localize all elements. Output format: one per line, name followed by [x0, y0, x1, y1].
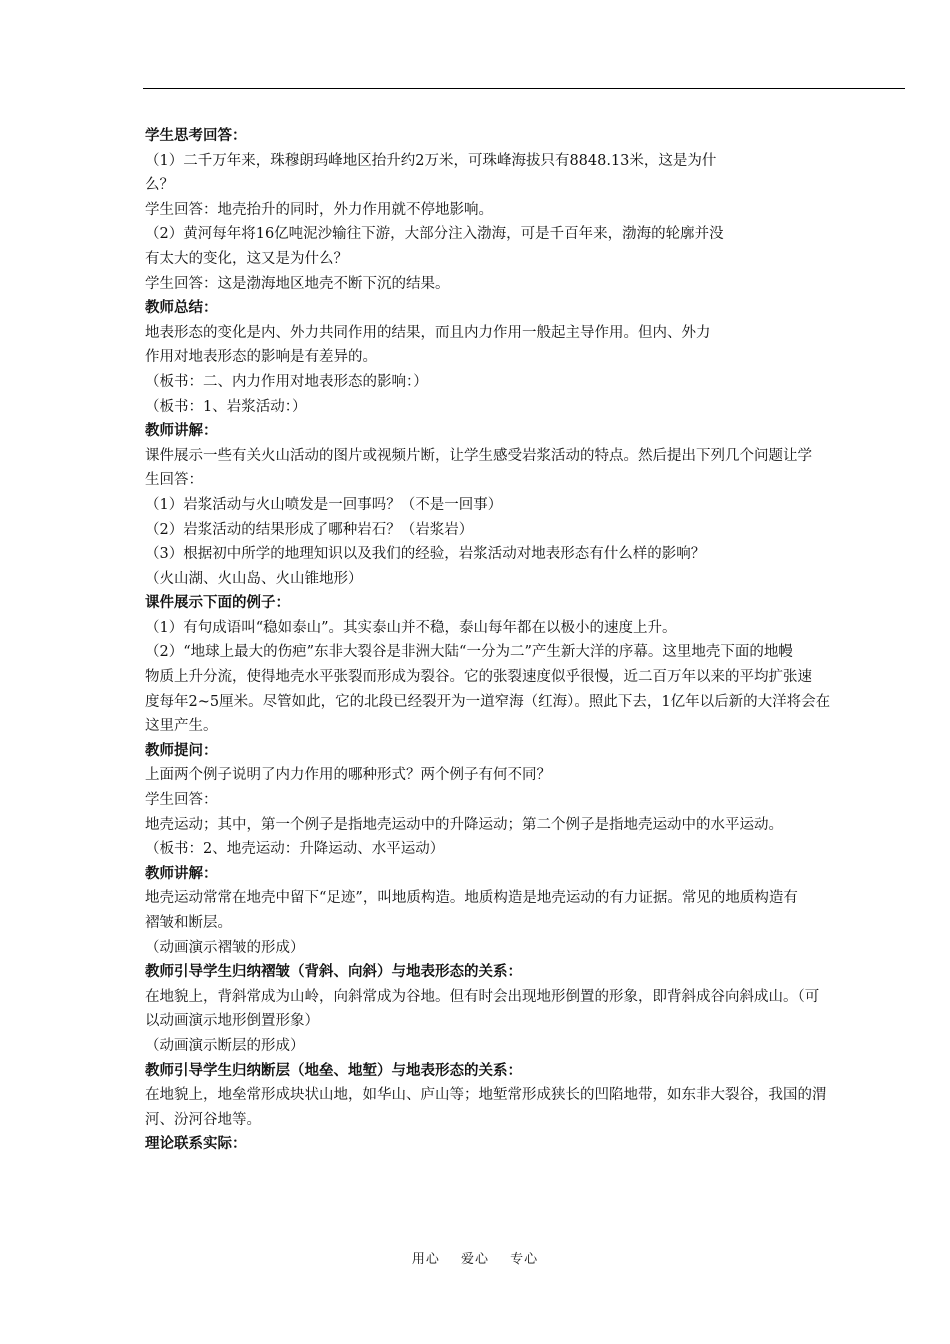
footer-word-3: 专心 [510, 1252, 539, 1267]
text-line: 学生回答： [145, 792, 218, 809]
text-line: （板书：2、地壳运动：升降运动、水平运动） [145, 841, 445, 858]
text-line: 作用对地表形态的影响是有差异的。 [145, 349, 377, 366]
section-heading: 教师讲解： [145, 422, 218, 440]
text-line: 地壳运动常常在地壳中留下“足迹”，叫地质构造。地质构造是地壳运动的有力证据。常见的地质构造有 [145, 890, 798, 907]
text-line: 学生回答：地壳抬升的同时，外力作用就不停地影响。 [145, 201, 493, 218]
text-line: 地壳运动；其中，第一个例子是指地壳运动中的升降运动；第二个例子是指地壳运动中的水平运动。 [145, 816, 783, 833]
section-heading: 教师提问： [145, 741, 218, 759]
text-line: 河、汾河谷地等。 [145, 1111, 261, 1128]
text-line: 生回答： [145, 472, 203, 489]
text-line: 课件展示一些有关火山活动的图片或视频片断，让学生感受岩浆活动的特点。然后提出下列几个问题让学 [145, 447, 812, 464]
text-line: 有太大的变化，这又是为什么？ [145, 250, 348, 267]
text-line: 么？ [145, 177, 174, 194]
text-line: （动画演示褶皱的形成） [145, 939, 305, 956]
document-body [145, 124, 907, 1157]
text-line: （1）有句成语叫“稳如泰山”。其实泰山并不稳，泰山每年都在以极小的速度上升。 [145, 619, 677, 636]
section-heading: 教师讲解： [145, 864, 218, 882]
text-line: 度每年2~5厘米。尽管如此，它的北段已经裂开为一道窄海（红海）。照此下去，1亿年以后新的大洋将会在 [145, 693, 831, 710]
text-line: （动画演示断层的形成） [145, 1037, 305, 1054]
section-heading: 教师引导学生归纳褶皱（背斜、向斜）与地表形态的关系： [145, 963, 522, 981]
text-line: 学生回答：这是渤海地区地壳不断下沉的结果。 [145, 275, 450, 292]
text-line: （板书：1、岩浆活动：） [145, 398, 307, 415]
text-line: （火山湖、火山岛、火山锥地形） [145, 570, 363, 587]
text-line: 褶皱和断层。 [145, 915, 232, 931]
text-line: （3）根据初中所学的地理知识以及我们的经验，岩浆活动对地表形态有什么样的影响？ [145, 546, 706, 563]
text-line: 这里产生。 [145, 718, 218, 735]
text-line: （1）岩浆活动与火山喷发是一回事吗？（不是一回事） [145, 496, 503, 513]
text-line: （2）黄河每年将16亿吨泥沙输往下游，大部分注入渤海，可是千百年来，渤海的轮廓并没 [145, 226, 724, 243]
text-line: 地表形态的变化是内、外力共同作用的结果，而且内力作用一般起主导作用。但内、外力 [145, 324, 711, 341]
text-line: 在地貌上，背斜常成为山岭，向斜常成为谷地。但有时会出现地形倒置的形象，即背斜成谷向斜成山。（可 [145, 988, 820, 1005]
text-line: 以动画演示地形倒置形象） [145, 1013, 319, 1030]
text-line: （1）二千万年来，珠穆朗玛峰地区抬升约2万米，可珠峰海拔只有8848.13米，这是为什 [145, 152, 717, 169]
text-line: （板书：二、内力作用对地表形态的影响：） [145, 373, 428, 390]
section-heading: 课件展示下面的例子： [145, 594, 290, 612]
section-heading: 理论联系实际： [145, 1135, 247, 1153]
page-footer [0, 1248, 950, 1267]
text-line: （2）岩浆活动的结果形成了哪种岩石？（岩浆岩） [145, 521, 474, 538]
footer-word-2: 爱心 [460, 1252, 489, 1267]
text-line: 上面两个例子说明了内力作用的哪种形式？两个例子有何不同？ [145, 767, 551, 784]
section-heading: 教师总结： [145, 299, 218, 317]
text-line: 在地貌上，地垒常形成块状山地，如华山、庐山等；地堑常形成狭长的凹陷地带，如东非大裂谷，我国的渭 [145, 1087, 827, 1104]
text-line: （2）“地球上最大的伤疤”东非大裂谷是非洲大陆“一分为二”产生新大洋的序幕。这里地壳下面的地幔 [145, 644, 793, 661]
header-rule [143, 88, 905, 89]
section-heading: 学生思考回答： [145, 127, 247, 144]
footer-word-1: 用心 [411, 1252, 440, 1267]
text-line: 物质上升分流，使得地壳水平张裂而形成为裂谷。它的张裂速度似乎很慢，近二百万年以来的平均扩张速 [145, 669, 812, 686]
section-heading: 教师引导学生归纳断层（地垒、地堑）与地表形态的关系： [145, 1061, 522, 1079]
